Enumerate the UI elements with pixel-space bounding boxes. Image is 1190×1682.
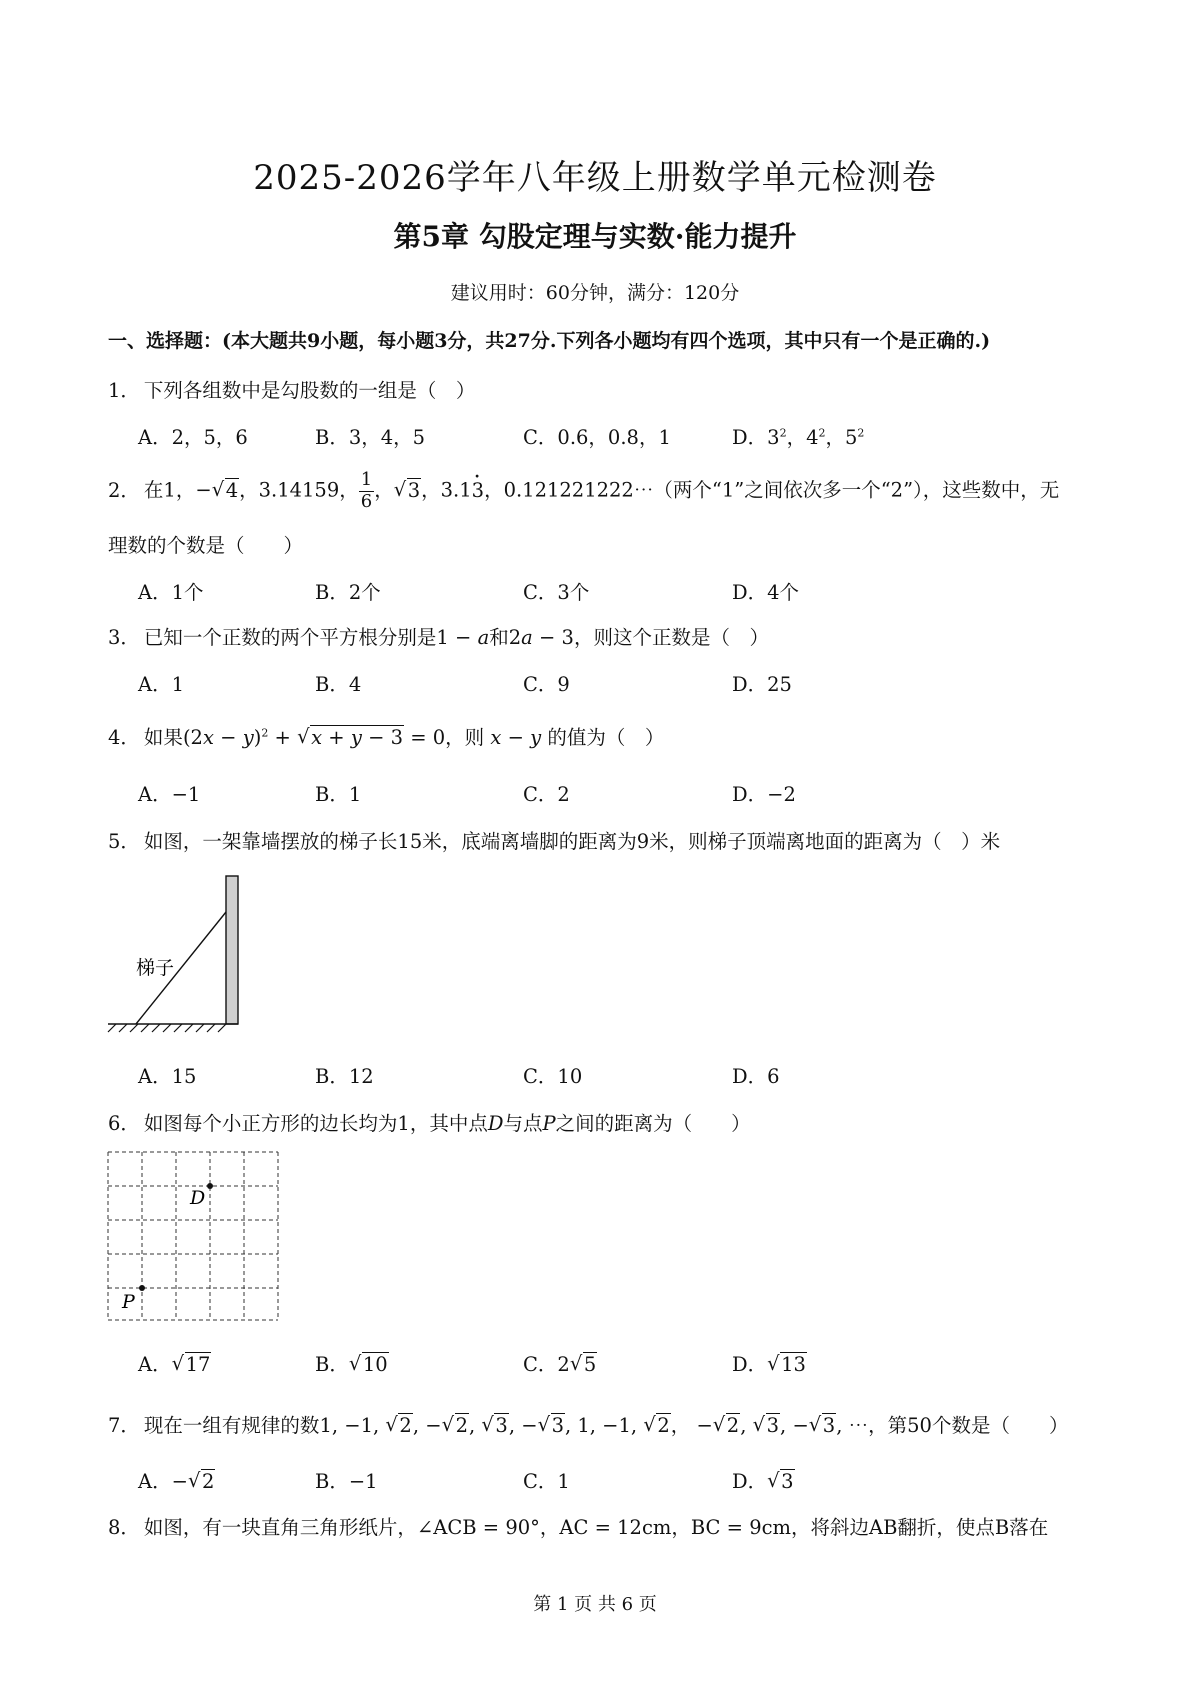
point-d-dot: [207, 1183, 213, 1189]
option-b[interactable]: B．12: [315, 1065, 374, 1088]
question-6: 6． 如图每个小正方形的边长均为1，其中点D与点P之间的距离为（ ）: [108, 1112, 751, 1135]
option-b[interactable]: B．3，4，5: [315, 426, 426, 449]
wall: [226, 876, 238, 1024]
option-b[interactable]: B．√ 10: [315, 1349, 389, 1377]
option-d[interactable]: D．25: [732, 673, 792, 696]
question-3: 3． 已知一个正数的两个平方根分别是1 − a和2a − 3，则这个正数是（ ）: [108, 626, 769, 649]
page-title: 2025-2026学年八年级上册数学单元检测卷: [253, 158, 937, 198]
option-a[interactable]: A．2，5，6: [138, 426, 248, 449]
option-a[interactable]: A．−√ 2: [138, 1466, 215, 1494]
option-d[interactable]: D．√ 13: [732, 1349, 807, 1377]
option-a[interactable]: A．1: [138, 673, 184, 696]
question-4: 4． 如果$(2x - y)^2$ + √ x + y − 3 = 0，则 x − y 的值为（ ）: [108, 722, 664, 750]
point-d-label: D: [190, 1187, 206, 1209]
option-d[interactable]: D．6: [732, 1065, 780, 1088]
question-2: 2． 在1，−√ 4，3.14159， $\frac{1}{6}$ ，√ 3，3.13 ·，0.121221222⋯（两个“1”之间依次多一个“2”），这些数中，无: [108, 470, 1059, 512]
section-heading: 一、选择题：(本大题共9小题，每小题3分，共27分.下列各小题均有四个选项，其中只有一个是正确的.): [108, 330, 991, 352]
option-c[interactable]: C．0.6，0.8，1: [523, 426, 671, 449]
option-d[interactable]: D．$3^2$，$4^2$，$5^2$: [732, 426, 865, 449]
question-2-line2: 理数的个数是（ ）: [108, 534, 304, 557]
option-c[interactable]: C．3个: [523, 581, 590, 604]
point-p-label: P: [122, 1291, 135, 1313]
option-d[interactable]: D．√ 3: [732, 1466, 795, 1494]
chapter-subtitle: 第5章 勾股定理与实数·能力提升: [393, 220, 797, 253]
point-p-dot: [139, 1285, 145, 1291]
ladder-figure: [106, 870, 246, 1040]
question-1: 1． 下列各组数中是勾股数的一组是（ ）: [108, 379, 476, 402]
ground-hatching: [108, 1024, 226, 1032]
option-c[interactable]: C．9: [523, 673, 570, 696]
option-d[interactable]: D．−2: [732, 783, 796, 806]
option-a[interactable]: A．−1: [138, 783, 201, 806]
question-7: 7． 现在一组有规律的数1, −1, √ 2, −√ 2, √ 3, −√ 3, 1, −1, √ 2， −√ 2, √ 3, −√ 3, ⋯，第50个数是（ ）: [108, 1410, 1068, 1438]
option-b[interactable]: B．−1: [315, 1470, 378, 1493]
option-c[interactable]: C．2: [523, 783, 570, 806]
option-a[interactable]: A．√ 17: [138, 1349, 211, 1377]
option-d[interactable]: D．4个: [732, 581, 800, 604]
option-c[interactable]: C．2√ 5: [523, 1349, 597, 1377]
time-info: 建议用时：60分钟，满分：120分: [450, 282, 740, 304]
option-a[interactable]: A．15: [138, 1065, 197, 1088]
option-b[interactable]: B．1: [315, 783, 362, 806]
question-5: 5． 如图，一架靠墙摆放的梯子长15米，底端离墙脚的距离为9米，则梯子顶端离地面的距离为（ ）米: [108, 830, 1001, 853]
page-footer: 第 1 页 共 6 页: [533, 1594, 657, 1615]
option-c[interactable]: C．10: [523, 1065, 583, 1088]
ladder-label: 梯子: [136, 957, 175, 979]
question-8: 8． 如图，有一块直角三角形纸片，∠ACB = 90°，AC = 12cm，BC = 9cm，将斜边AB翻折，使点B落在: [108, 1516, 1049, 1539]
option-c[interactable]: C．1: [523, 1470, 570, 1493]
option-b[interactable]: B．2个: [315, 581, 381, 604]
question-1-text: 下列各组数中是勾股数的一组是（ ）: [143, 379, 476, 402]
option-a[interactable]: A．1个: [138, 581, 204, 604]
grid-figure: [106, 1150, 282, 1322]
option-b[interactable]: B．4: [315, 673, 362, 696]
